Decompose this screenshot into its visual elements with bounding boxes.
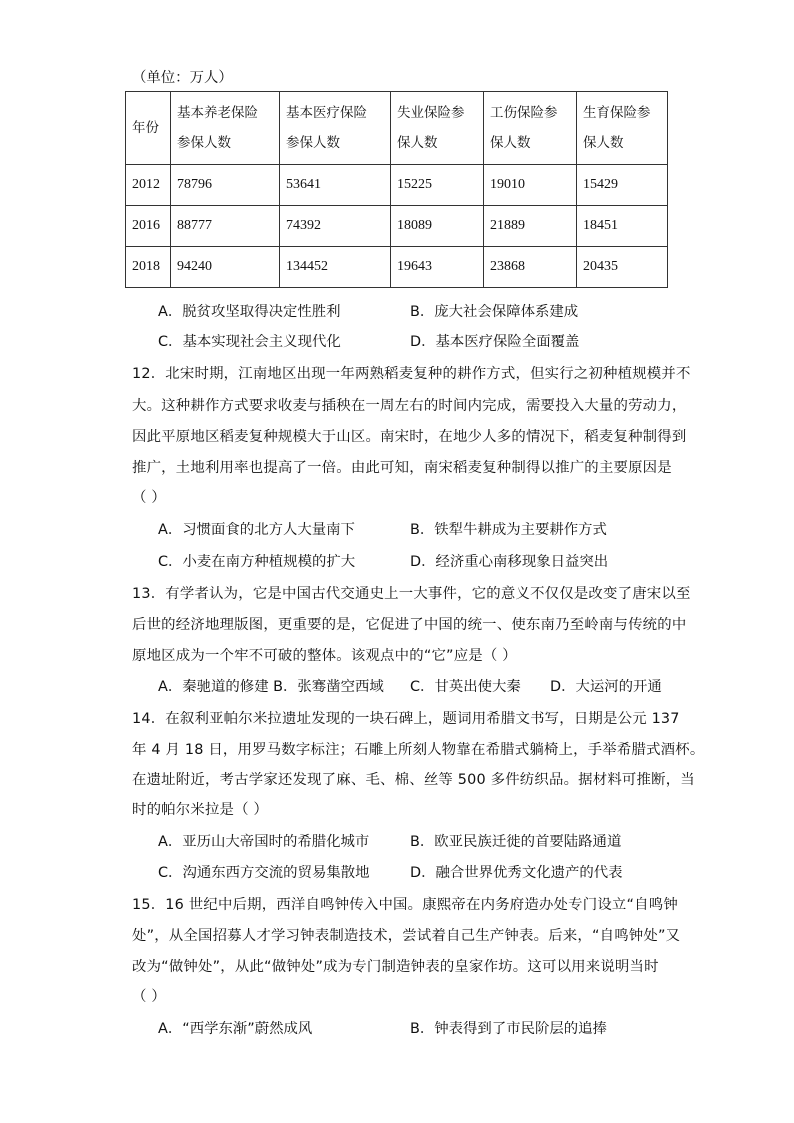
table-row — [126, 165, 668, 206]
q15-stem-line: 处”，从全国招募人才学习钟表制造技术，尝试着自己生产钟表。后来，“自鸣钟处”又 — [132, 928, 681, 944]
q13-option-d[interactable]: D．大运河的开通 — [550, 679, 662, 695]
table-cell: 18089 — [391, 206, 484, 247]
q15-stem-line: 15．16 世纪中后期，西洋自鸣钟传入中国。康熙帝在内务府造办处专门设立“自鸣钟 — [132, 897, 678, 913]
table-cell: 2018 — [126, 247, 171, 288]
q11-option-c[interactable]: C．基本实现社会主义现代化 — [158, 334, 341, 350]
q13-stem-line: 原地区成为一个牢不可破的整体。该观点中的“它”应是（ ） — [132, 648, 517, 664]
q11-option-d[interactable]: D．基本医疗保险全面覆盖 — [410, 334, 580, 350]
q15-option-a[interactable]: A．“西学东渐”蔚然成风 — [158, 1021, 313, 1037]
header-cell-unemployment: 失业保险参 保人数 — [391, 92, 484, 165]
q14-option-d[interactable]: D．融合世界优秀文化遗产的代表 — [410, 865, 623, 881]
table-cell: 23868 — [484, 247, 577, 288]
table-cell: 2012 — [126, 165, 171, 206]
q14-stem-line: 14．在叙利亚帕尔米拉遗址发现的一块石碑上，题词用希腊文书写，日期是公元 137 — [132, 711, 680, 727]
header-cell-maternity: 生育保险参 保人数 — [577, 92, 668, 165]
q14-stem-line: 时的帕尔米拉是（ ） — [132, 802, 269, 818]
q12-option-d[interactable]: D．经济重心南移现象日益突出 — [410, 554, 609, 570]
table-cell: 20435 — [577, 247, 668, 288]
q14-option-c[interactable]: C．沟通东西方交流的贸易集散地 — [158, 865, 370, 881]
table-cell: 15225 — [391, 165, 484, 206]
header-cell-injury: 工伤保险参 保人数 — [484, 92, 577, 165]
table-cell: 88777 — [171, 206, 280, 247]
table-cell: 21889 — [484, 206, 577, 247]
q12-stem-line: 推广，土地利用率也提高了一倍。由此可知，南宋稻麦复种制得以推广的主要原因是 — [132, 460, 672, 476]
q12-option-a[interactable]: A．习惯面食的北方人大量南下 — [158, 522, 355, 538]
q14-stem-line: 在遗址附近，考古学家还发现了麻、毛、棉、丝等 500 多件纺织品。据材料可推断，当 — [132, 772, 695, 788]
table-row — [126, 247, 668, 288]
q13-stem-line: 13．有学者认为，它是中国古代交通史上一大事件，它的意义不仅仅是改变了唐宋以至 — [132, 586, 691, 602]
table-cell: 74392 — [280, 206, 391, 247]
insurance-table — [125, 91, 668, 288]
q12-option-c[interactable]: C．小麦在南方种植规模的扩大 — [158, 554, 356, 570]
q15-stem-line: 改为“做钟处”，从此“做钟处”成为专门制造钟表的皇家作坊。这可以用来说明当时 — [132, 959, 659, 975]
table-header-row — [126, 92, 668, 165]
q14-option-b[interactable]: B．欧亚民族迁徙的首要陆路通道 — [410, 834, 622, 850]
table-cell: 78796 — [171, 165, 280, 206]
q12-stem-line: 因此平原地区稻麦复种规模大于山区。南宋时，在地少人多的情况下，稻麦复种制得到 — [132, 429, 687, 445]
table-cell: 19010 — [484, 165, 577, 206]
table-cell: 19643 — [391, 247, 484, 288]
table-cell: 18451 — [577, 206, 668, 247]
q12-option-b[interactable]: B．铁犁牛耕成为主要耕作方式 — [410, 522, 607, 538]
q13-option-c[interactable]: C．甘英出使大秦 — [410, 679, 521, 695]
q13-option-ab[interactable]: A．秦驰道的修建 B．张骞凿空西域 — [158, 679, 384, 695]
header-cell-year: 年份 — [126, 92, 171, 165]
q13-stem-line: 后世的经济地理版图，更重要的是，它促进了中国的统一、使东南乃至岭南与传统的中 — [132, 617, 687, 633]
q15-option-b[interactable]: B．钟表得到了市民阶层的追捧 — [410, 1021, 607, 1037]
q15-answer-blank: （ ） — [132, 989, 166, 1005]
table-cell: 15429 — [577, 165, 668, 206]
q14-stem-line: 年 4 月 18 日，用罗马数字标注；石雕上所刻人物靠在希腊式躺椅上，手举希腊式酒杯。 — [132, 742, 705, 758]
unit-label: （单位：万人） — [132, 70, 233, 86]
q11-option-a[interactable]: A．脱贫攻坚取得决定性胜利 — [158, 304, 341, 320]
q11-option-b[interactable]: B．庞大社会保障体系建成 — [410, 304, 579, 320]
q12-answer-blank: （ ） — [132, 490, 166, 506]
q14-option-a[interactable]: A．亚历山大帝国时的希腊化城市 — [158, 834, 370, 850]
header-cell-pension: 基本养老保险 参保人数 — [171, 92, 280, 165]
q12-stem-line: 12．北宋时期，江南地区出现一年两熟稻麦复种的耕作方式，但实行之初种植规模并不 — [132, 366, 691, 382]
table-cell: 53641 — [280, 165, 391, 206]
q12-stem-line: 大。这种耕作方式要求收麦与插秧在一周左右的时间内完成，需要投入大量的劳动力， — [132, 398, 687, 414]
table-cell: 2016 — [126, 206, 171, 247]
table-cell: 94240 — [171, 247, 280, 288]
header-cell-medical: 基本医疗保险 参保人数 — [280, 92, 391, 165]
table-row — [126, 206, 668, 247]
table-cell: 134452 — [280, 247, 391, 288]
